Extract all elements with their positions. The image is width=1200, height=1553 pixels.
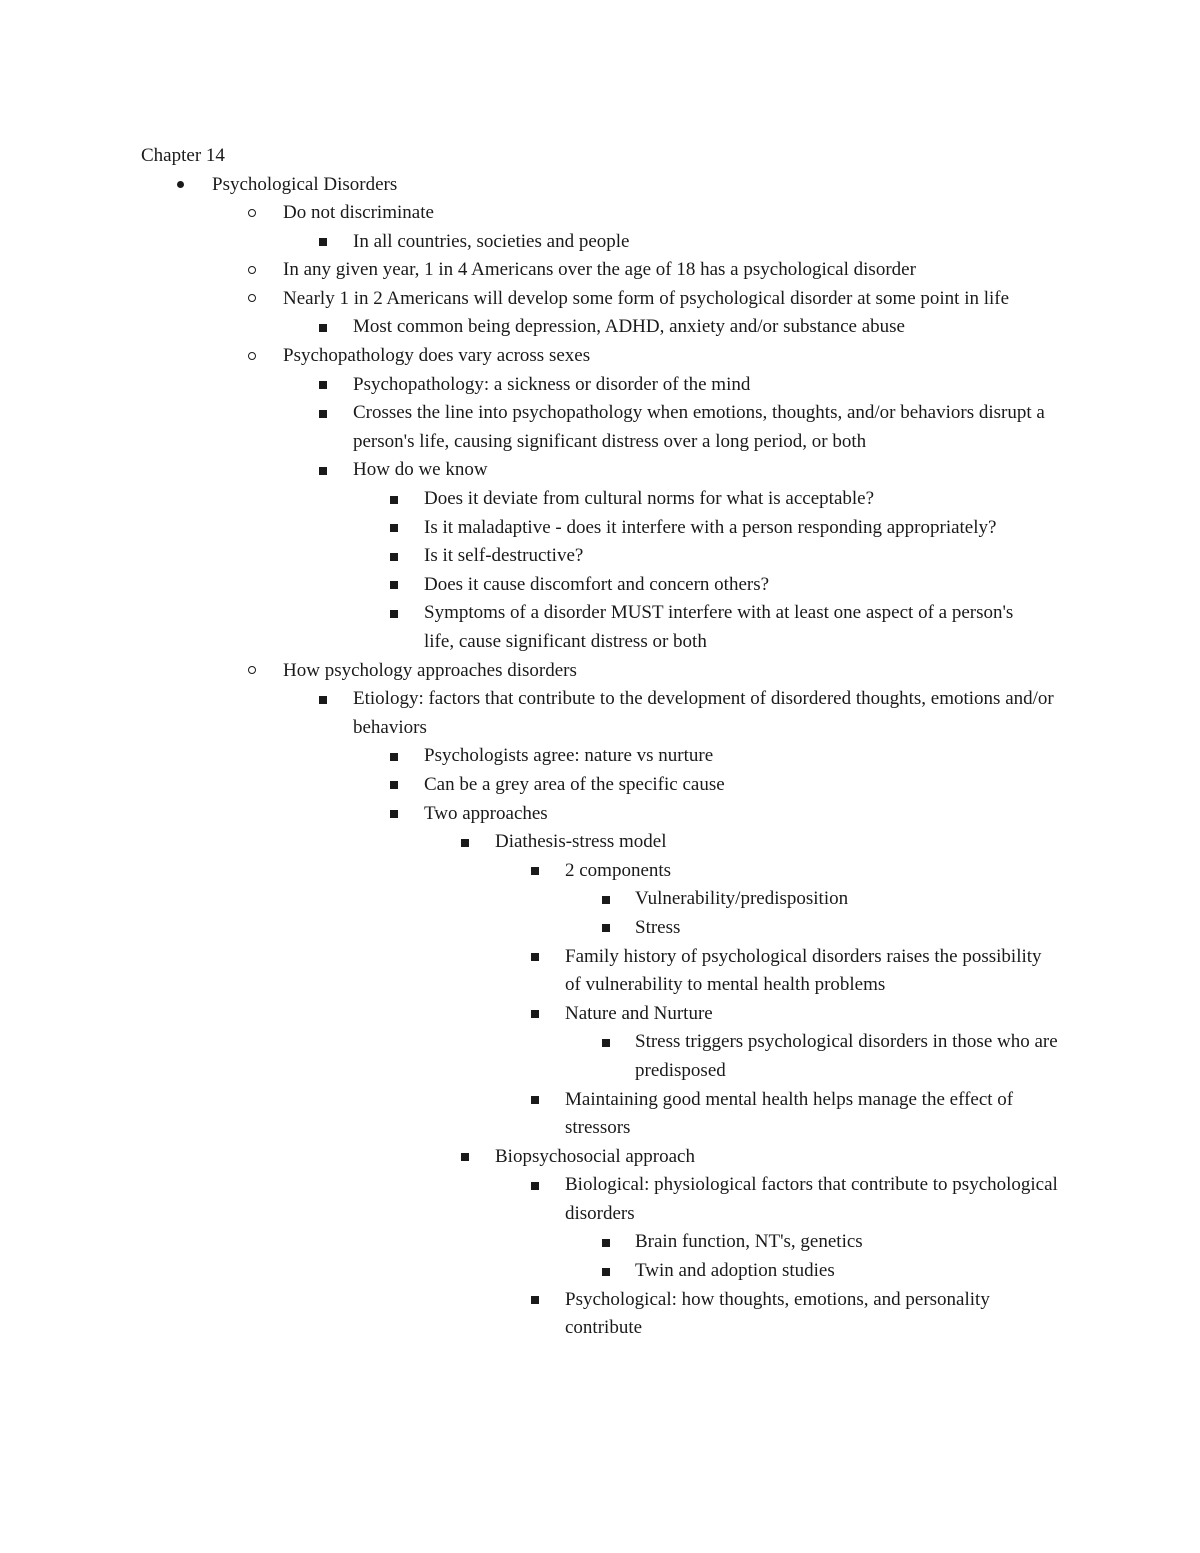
outline-item <box>0 1286 1200 1343</box>
outline-item-text: Twin and adoption studies <box>635 1260 835 1282</box>
outline-item <box>0 885 1200 914</box>
outline-item <box>0 1257 1200 1286</box>
outline-item-text: Biological: physiological factors that contribute to psychological disorders <box>565 1174 1058 1224</box>
outline-item-text: In all countries, societies and people <box>353 230 630 252</box>
outline-item <box>0 485 1200 514</box>
outline-item <box>0 914 1200 943</box>
square-bullet-icon <box>390 610 398 618</box>
outline-item-text: Psychopathology does vary across sexes <box>283 345 591 367</box>
outline-item-text: How do we know <box>353 459 488 481</box>
outline-item-text: Two approaches <box>424 802 548 824</box>
outline-item <box>0 313 1200 342</box>
outline-item-text: Symptoms of a disorder MUST interfere with at least one aspect of a person's life, cause significant distress or both <box>424 602 1014 652</box>
outline-item <box>0 371 1200 400</box>
outline-item <box>0 599 1200 656</box>
outline-item-text: Etiology: factors that contribute to the development of disordered thoughts, emotions and/or behaviors <box>353 688 1054 738</box>
outline-item-text: Psychological Disorders <box>212 173 398 195</box>
square-bullet-icon <box>319 324 327 332</box>
hollow-circle-bullet-icon <box>248 209 256 217</box>
square-bullet-icon <box>390 524 398 532</box>
outline-item-text: Does it cause discomfort and concern others? <box>424 573 770 595</box>
outline-item <box>0 771 1200 800</box>
outline-item-text: In any given year, 1 in 4 Americans over the age of 18 has a psychological disorder <box>283 259 916 281</box>
outline-item <box>0 943 1200 1000</box>
outline-item-text: Vulnerability/predisposition <box>635 888 849 910</box>
outline-item-text: Nearly 1 in 2 Americans will develop some form of psychological disorder at some point in life <box>283 287 1010 309</box>
square-bullet-icon <box>602 1268 610 1276</box>
hollow-circle-bullet-icon <box>248 266 256 274</box>
outline-item <box>0 828 1200 857</box>
outline-item <box>0 685 1200 742</box>
outline-item <box>0 1028 1200 1085</box>
outline-item-text: Do not discriminate <box>283 202 434 224</box>
square-bullet-icon <box>531 1182 539 1190</box>
outline-item-text: Crosses the line into psychopathology when emotions, thoughts, and/or behaviors disrupt a person's life, causing significant distress over a long period, or both <box>353 402 1045 452</box>
hollow-circle-bullet-icon <box>248 352 256 360</box>
outline-item <box>0 228 1200 257</box>
outline-item-text: Does it deviate from cultural norms for what is acceptable? <box>424 488 875 510</box>
outline-item <box>0 742 1200 771</box>
outline-item-text: Is it maladaptive - does it interfere with a person responding appropriately? <box>424 516 997 538</box>
outline-item-text: Psychologists agree: nature vs nurture <box>424 745 714 767</box>
hollow-circle-bullet-icon <box>248 294 256 302</box>
outline-item-text: Maintaining good mental health helps manage the effect of stressors <box>565 1088 1014 1139</box>
outline-item-text: Nature and Nurture <box>565 1002 713 1024</box>
outline-item <box>0 657 1200 686</box>
outline-item-text: Biopsychosocial approach <box>495 1145 695 1167</box>
outline-item <box>0 857 1200 886</box>
outline-item-text: How psychology approaches disorders <box>283 659 577 681</box>
outline-item <box>0 285 1200 314</box>
chapter-title: Chapter 14 <box>141 145 225 166</box>
square-bullet-icon <box>319 696 327 704</box>
outline-item-text: Can be a grey area of the specific cause <box>424 773 725 795</box>
square-bullet-icon <box>602 924 610 932</box>
square-bullet-icon <box>319 467 327 475</box>
square-bullet-icon <box>602 896 610 904</box>
outline-item-text: 2 components <box>565 859 672 881</box>
outline-list <box>0 171 1200 1343</box>
square-bullet-icon <box>531 867 539 875</box>
filled-circle-bullet-icon <box>177 181 184 188</box>
square-bullet-icon <box>390 553 398 561</box>
square-bullet-icon <box>461 839 469 847</box>
outline-item <box>0 1086 1200 1143</box>
outline-item <box>0 542 1200 571</box>
square-bullet-icon <box>602 1039 610 1047</box>
outline-item <box>0 399 1200 456</box>
outline-item <box>0 171 1200 200</box>
outline-item <box>0 1143 1200 1172</box>
square-bullet-icon <box>602 1239 610 1247</box>
square-bullet-icon <box>531 1296 539 1304</box>
outline-item <box>0 571 1200 600</box>
outline-item-text: Most common being depression, ADHD, anxiety and/or substance abuse <box>353 316 905 338</box>
outline-item <box>0 256 1200 285</box>
outline-item <box>0 199 1200 228</box>
square-bullet-icon <box>319 410 327 418</box>
square-bullet-icon <box>390 753 398 761</box>
outline-item-text: Stress <box>635 916 681 938</box>
outline-item <box>0 800 1200 829</box>
outline-item <box>0 1171 1200 1228</box>
square-bullet-icon <box>531 1096 539 1104</box>
outline-item <box>0 1000 1200 1029</box>
square-bullet-icon <box>531 953 539 961</box>
square-bullet-icon <box>319 238 327 246</box>
outline-item-text: Is it self-destructive? <box>424 545 584 567</box>
square-bullet-icon <box>390 810 398 818</box>
outline-item-text: Psychopathology: a sickness or disorder of the mind <box>353 373 751 395</box>
square-bullet-icon <box>390 581 398 589</box>
outline-item-text: Brain function, NT's, genetics <box>635 1231 863 1253</box>
square-bullet-icon <box>531 1010 539 1018</box>
square-bullet-icon <box>390 496 398 504</box>
outline-item-text: Psychological: how thoughts, emotions, and personality contribute <box>565 1288 990 1339</box>
square-bullet-icon <box>461 1153 469 1161</box>
outline-item-text: Stress triggers psychological disorders in those who are predisposed <box>635 1031 1058 1081</box>
hollow-circle-bullet-icon <box>248 666 256 674</box>
outline-item <box>0 514 1200 543</box>
outline-item-text: Diathesis-stress model <box>495 831 667 853</box>
outline-item <box>0 342 1200 371</box>
outline-item <box>0 1228 1200 1257</box>
square-bullet-icon <box>319 381 327 389</box>
outline-item <box>0 456 1200 485</box>
outline-item-text: Family history of psychological disorders raises the possibility of vulnerability to mental health problems <box>565 945 1042 996</box>
square-bullet-icon <box>390 781 398 789</box>
